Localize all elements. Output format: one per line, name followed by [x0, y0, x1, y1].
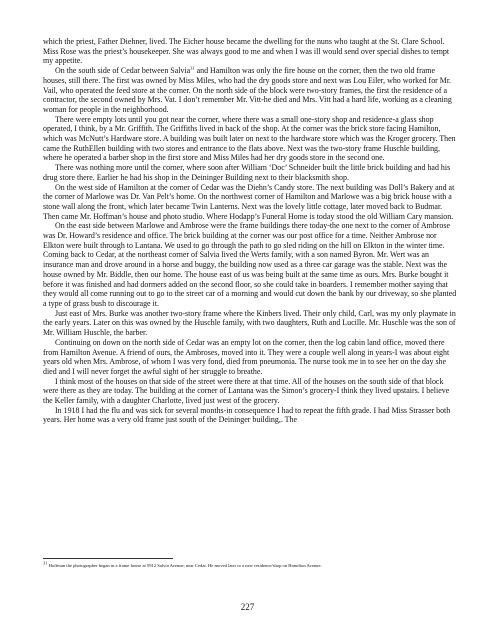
paragraph-5: On the west side of Hamilton at the corner of Cedar was the Diehn’s Candy store. The next building was Doll’s Bakery and at the corner of Marlowe was Dr. Van Pelt’s home. On the northwest corner of Hamilton and Marlowe was a big brick house with a stone wall along the front, which later became Twin Lanterns. Next was the lovely little cottage, later moved back to Budmar. Then came Mr. Hoffman’s house and photo studio. Where Hodapp’s Funeral Home is today stood the old William Cary mansion.: [43, 182, 455, 221]
paragraph-2-text-start: On the south side of Cedar between Salvia: [55, 66, 191, 76]
paragraph-1: which the priest, Father Diehner, lived. The Eicher house became the dwelling for the nuns who taught at the St. Clare School. Miss Rose was the priest’s housekeeper. She was always good to me and when I was ill would send over special dishes to tempt my appetite.: [43, 37, 450, 66]
footnote: [43, 560, 463, 569]
body-text: [43, 37, 457, 425]
paragraph-2: [43, 66, 457, 115]
paragraph-4: There was nothing more until the corner, where soon after William ‘Doc’ Schneider built the little brick building and had his drug store there. Earlier he had his shop in the Deininger Building next to their blacksmith shop.: [43, 163, 451, 182]
paragraph-6: On the east side between Marlowe and Ambrose were the frame buildings there today-the one next to the corner of Ambrose was Dr. Howard’s residence and office. The brick building at the corner was our post office for a time. Neither Ambrose nor Elkton were built through to Lantana. We used to go through the path to go sled riding on the hill on Elkton in the winter time. Coming back to Cedar, at the northeast corner of Salvia lived the Werts family, with a son named Byron. Mr. Wert was an insurance man and drove around in a horse and buggy, the building now used as a three car garage was the stable. Next was the house owned by Mr. Biddle, then our home. The house east of us was being built at the same time as ours. Mrs. Burke bought it before it was finished and had dormers added on the second floor, so she could take in boarders. I remember mother saying that they would all come running out to go to the street car of a morning and would cut down the bank by our driveway, so she planted a type of grass bush to discourage it.: [43, 221, 457, 308]
paragraph-8: Continuing on down on the north side of Cedar was an empty lot on the corner, then the log cabin land office, moved there from Hamilton Avenue. A friend of ours, the Ambroses, moved into it. They were a couple well along in years-I was about eight years old when Mrs. Ambrose, of whom I was very fond, died from pneumonia. The nurse took me in to see her on the day she died and I will never forget the awful sight of her struggle to breathe.: [43, 337, 450, 376]
paragraph-7: Just east of Mrs. Burke was another two-story frame where the Kinbers lived. Their only child, Carl, was my only playmate in the early years. Later on this was owned by the Huschle family, with two daughters, Ruth and Lucille. Mr. Huschle was the son of Mr. William Huschle, the barber.: [43, 308, 456, 338]
paragraph-10: In 1918 I had the flu and was sick for several months-in consequence I had to repeat the fifth grade. I had Miss Strasser both years. Her home was a very old frame just south of the Deininger building,. The: [43, 405, 451, 425]
footnote-reference: 31: [190, 65, 195, 71]
footnote-text: Hoffman the photographer began in a frame house at 5912 Salvia Avenue, near Cedar. He moved later to a new residence/shop on Hamilton Avenue.: [48, 563, 322, 568]
page-number: 227: [240, 602, 255, 612]
footnote-marker: 31: [43, 560, 48, 566]
paragraph-2-text-end: and Hamilton was only the fire house on the corner, then the two old frame houses, still there. The first was owned by Miss Miles, who had the dry goods store and next was Lou Eiler, who worked for Mr. Vail, who operated the feed store at the corner. On the north side of the block were two-story frames, the first the residence of a contractor, the second owned by Mrs. Vat. I don’t remember Mr. Vitt-he died and Mrs. Vitt had a hard life, working as a cleaning woman for people in the neighborhood.: [43, 66, 452, 114]
paragraph-3: There were empty lots until you got near the corner, where there was a small one-story shop and residence-a glass shop operated, I think, by a Mr. Griffith. The Griffiths lived in back of the shop. At the corner was the brick store facing Hamilton, which was McNutt’s Hardware store. A building was built later on next to the hardware store which was the Kroger grocery. Then came the RuthEllen building with two stores and entrance to the flats above. Next was the two-story frame Huschle building, where he operated a barber shop in the first store and Miss Miles had her dry goods store in the second one.: [43, 114, 456, 163]
paragraph-9: I think most of the houses on that side of the street were there at that time. All of the houses on the south side of that block were there as they are today. The building at the corner of Lantana was the Simon’s grocery-I think they lived upstairs. I believe the Keller family, with a daughter Charlotte, lived just west of the grocery.: [43, 376, 450, 406]
footnote-divider: [43, 558, 173, 559]
